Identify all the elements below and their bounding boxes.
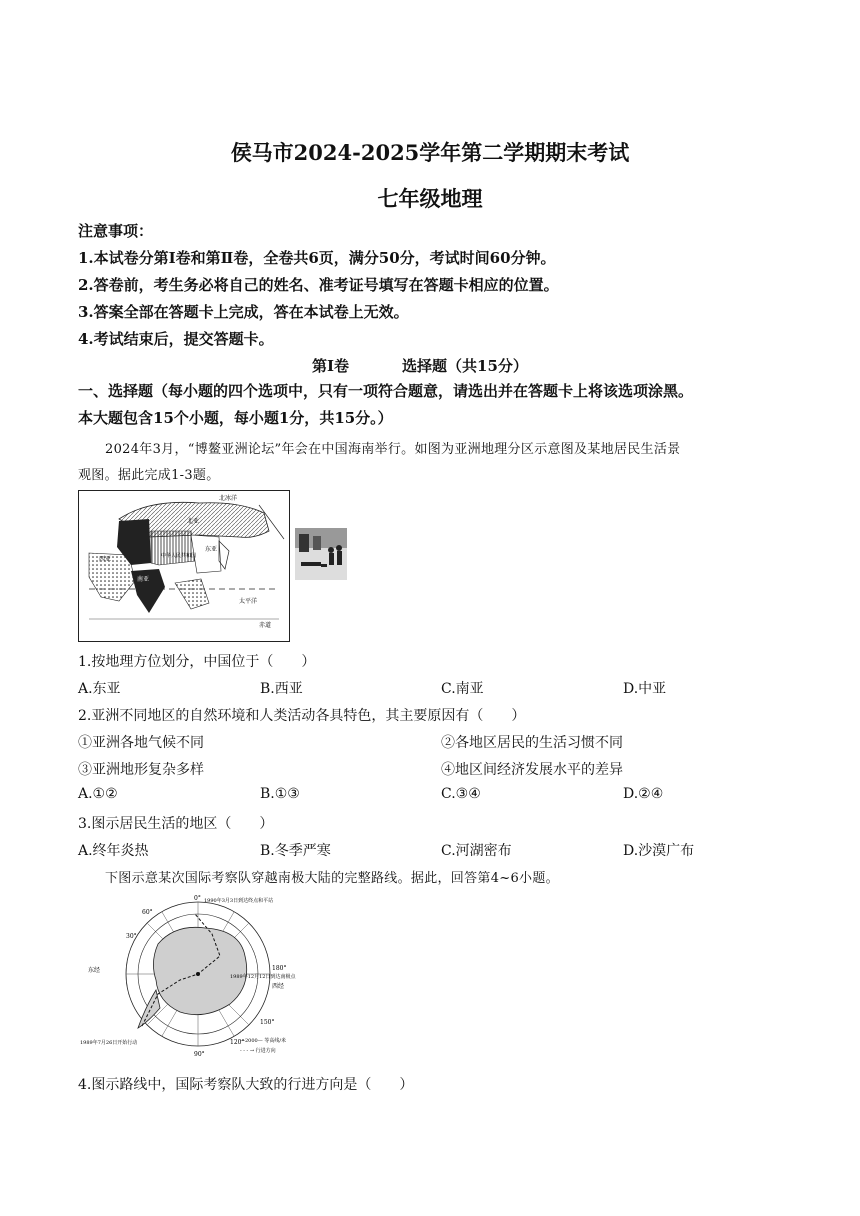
q2-option-b[interactable]: B.①③ [260, 786, 300, 802]
passage-1-line-2: 观图。据此完成1-3题。 [78, 468, 220, 483]
notice-heading: 注意事项： [78, 222, 154, 240]
q3-option-a[interactable]: A.终年炎热 [78, 843, 149, 859]
question-3-stem: 3.图示居民生活的地区（ ） [78, 816, 274, 832]
residents-life-photo [295, 528, 347, 580]
q1-option-d[interactable]: D.中亚 [623, 681, 667, 697]
q3-option-d[interactable]: D.沙漠广布 [623, 843, 695, 859]
deg-30-label: 30° [126, 933, 137, 940]
q3-option-b[interactable]: B.冬季严寒 [260, 843, 331, 859]
east-asia-label: 东亚 [205, 546, 218, 553]
section-instructions-1: 一、选择题（每小题的四个选项中，只有一项符合题意，请选出并在答题卡上将该选项涂黑。 [78, 382, 694, 400]
deg-120-label: 120° [230, 1039, 245, 1046]
equator-label: 赤道 [259, 622, 272, 629]
arctic-ocean-label: 北冰洋 [219, 495, 238, 502]
question-1-stem: 1.按地理方位划分，中国位于（ ） [78, 654, 316, 670]
end-station-note: 1990年3月3日到达终点和平站 [204, 898, 274, 904]
question-4-stem: 4.图示路线中，国际考察队大致的行进方向是（ ） [78, 1077, 414, 1093]
q2-option-d[interactable]: D.②④ [623, 786, 664, 802]
notice-item-3: 3.答案全部在答题卡上完成，答在本试卷上无效。 [78, 303, 409, 321]
dog-sled-scene-image [295, 528, 347, 580]
q1-option-b[interactable]: B.西亚 [260, 681, 303, 697]
east-longitude-label: 东经 [88, 967, 101, 974]
passage-2: 下图示意某次国际考察队穿越南极大陆的完整路线。据此，回答第4~6小题。 [105, 871, 559, 886]
west-asia-label: 西亚 [99, 556, 112, 563]
legend-contour: —2000— 等高线/米 [240, 1038, 286, 1044]
asia-regions-map [78, 490, 290, 642]
section-part-label: 第Ⅰ卷 [312, 357, 350, 375]
antarctica-route-map [80, 894, 320, 1058]
q1-option-a[interactable]: A.东亚 [78, 681, 121, 697]
china-label: 中华人民共和国 [161, 553, 197, 559]
legend-route: - - - → 行进方向 [240, 1048, 276, 1054]
question-2-stem: 2.亚洲不同地区的自然环境和人类活动各具特色，其主要原因有（ ） [78, 708, 526, 724]
antarctica-map-graphic [80, 894, 320, 1058]
north-asia-label: 北亚 [187, 518, 200, 525]
deg-150-label: 150° [260, 1019, 275, 1026]
q2-statement-4: ④地区间经济发展水平的差异 [441, 762, 623, 778]
q2-option-c[interactable]: C.③④ [441, 786, 481, 802]
q2-statement-1: ①亚洲各地气候不同 [78, 735, 204, 751]
section-instructions-2: 本大题包含15个小题，每小题1分，共15分。） [78, 409, 393, 427]
q3-option-c[interactable]: C.河湖密布 [441, 843, 512, 859]
q1-option-c[interactable]: C.南亚 [441, 681, 484, 697]
pacific-ocean-label: 太平洋 [239, 598, 258, 605]
south-pole-note: 1989年12月12日到达南极点 [230, 974, 296, 980]
q2-option-a[interactable]: A.①② [78, 786, 118, 802]
south-asia-label: 南亚 [137, 576, 150, 583]
q2-statement-2: ②各地区居民的生活习惯不同 [441, 735, 623, 751]
asia-map-graphic [79, 491, 289, 641]
exam-subtitle: 七年级地理 [377, 186, 483, 211]
notice-item-1: 1.本试卷分第Ⅰ卷和第Ⅱ卷，全卷共6页，满分50分，考试时间60分钟。 [78, 249, 556, 267]
q2-statement-3: ③亚洲地形复杂多样 [78, 762, 204, 778]
deg-0-label: 0° [194, 895, 201, 902]
passage-1-line-1: 2024年3月，“博鳌亚洲论坛”年会在中国海南举行。如图为亚洲地理分区示意图及某地居民生活景 [105, 442, 681, 457]
section-part-title: 选择题（共15分） [402, 357, 528, 375]
deg-180-label: 180° [272, 965, 287, 972]
exam-title: 侯马市2024-2025学年第二学期期末考试 [230, 140, 630, 165]
start-date-note: 1989年7月26日开始行动 [80, 1040, 138, 1046]
deg-60-label: 60° [142, 909, 153, 916]
west-longitude-label: 西经 [272, 983, 285, 990]
deg-90-label: 90° [194, 1051, 205, 1058]
notice-item-2: 2.答卷前，考生务必将自己的姓名、准考证号填写在答题卡相应的位置。 [78, 276, 559, 294]
notice-item-4: 4.考试结束后，提交答题卡。 [78, 330, 274, 348]
